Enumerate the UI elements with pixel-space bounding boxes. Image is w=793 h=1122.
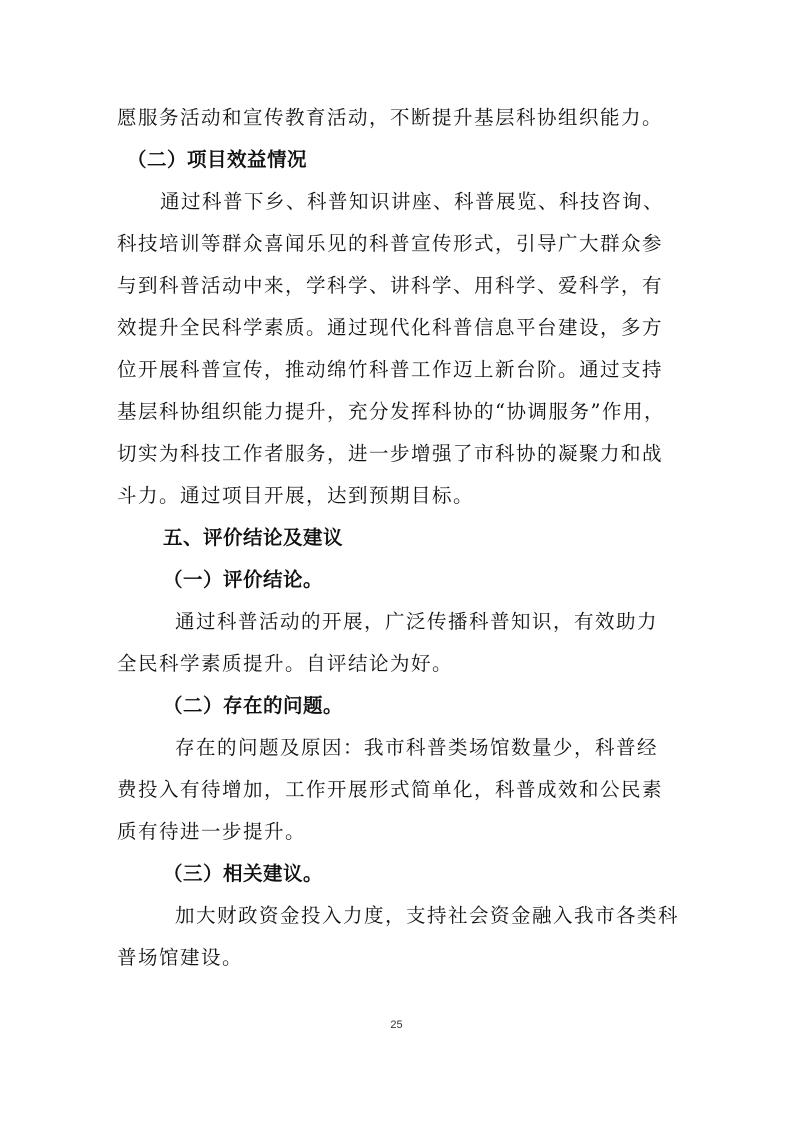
- subheading-evaluation-conclusion: （一）评价结论。: [163, 568, 324, 591]
- paragraph-line: 斗力。通过项目开展，达到预期目标。: [117, 484, 475, 507]
- paragraph-line: 加大财政资金投入力度，支持社会资金融入我市各类科: [175, 904, 680, 927]
- paragraph-line: 愿服务活动和宣传教育活动，不断提升基层科协组织能力。: [117, 106, 664, 129]
- paragraph-line: 与到科普活动中来，学科学、讲科学、用科学、爱科学，有: [117, 274, 664, 297]
- paragraph-line: 位开展科普宣传，推动绵竹科普工作迈上新台阶。通过支持: [117, 358, 664, 381]
- section-heading-conclusion: 五、评价结论及建议: [163, 526, 344, 549]
- section-heading-project-benefits: （二）项目效益情况: [127, 148, 308, 171]
- paragraph-line: 通过科普活动的开展，广泛传播科普知识，有效助力: [175, 610, 659, 633]
- paragraph-line: 通过科普下乡、科普知识讲座、科普展览、科技咨询、: [160, 190, 665, 213]
- paragraph-line: 普场馆建设。: [117, 946, 244, 969]
- paragraph-line: 全民科学素质提升。自评结论为好。: [117, 652, 454, 675]
- subheading-related-suggestions: （三）相关建议。: [163, 862, 324, 885]
- paragraph-line: 基层科协组织能力提升，充分发挥科协的“协调服务”作用，: [117, 400, 665, 423]
- paragraph-line: 质有待进一步提升。: [117, 820, 307, 843]
- paragraph-line: 效提升全民科学素质。通过现代化科普信息平台建设，多方: [117, 316, 664, 339]
- paragraph-line: 存在的问题及原因：我市科普类场馆数量少，科普经: [175, 736, 659, 759]
- paragraph-line: 科技培训等群众喜闻乐见的科普宣传形式，引导广大群众参: [117, 232, 664, 255]
- subheading-existing-problems: （二）存在的问题。: [163, 694, 344, 717]
- paragraph-line: 切实为科技工作者服务，进一步增强了市科协的凝聚力和战: [117, 442, 664, 465]
- paragraph-line: 费投入有待增加，工作开展形式简单化，科普成效和公民素: [117, 778, 664, 801]
- page-number: 25: [390, 1019, 403, 1031]
